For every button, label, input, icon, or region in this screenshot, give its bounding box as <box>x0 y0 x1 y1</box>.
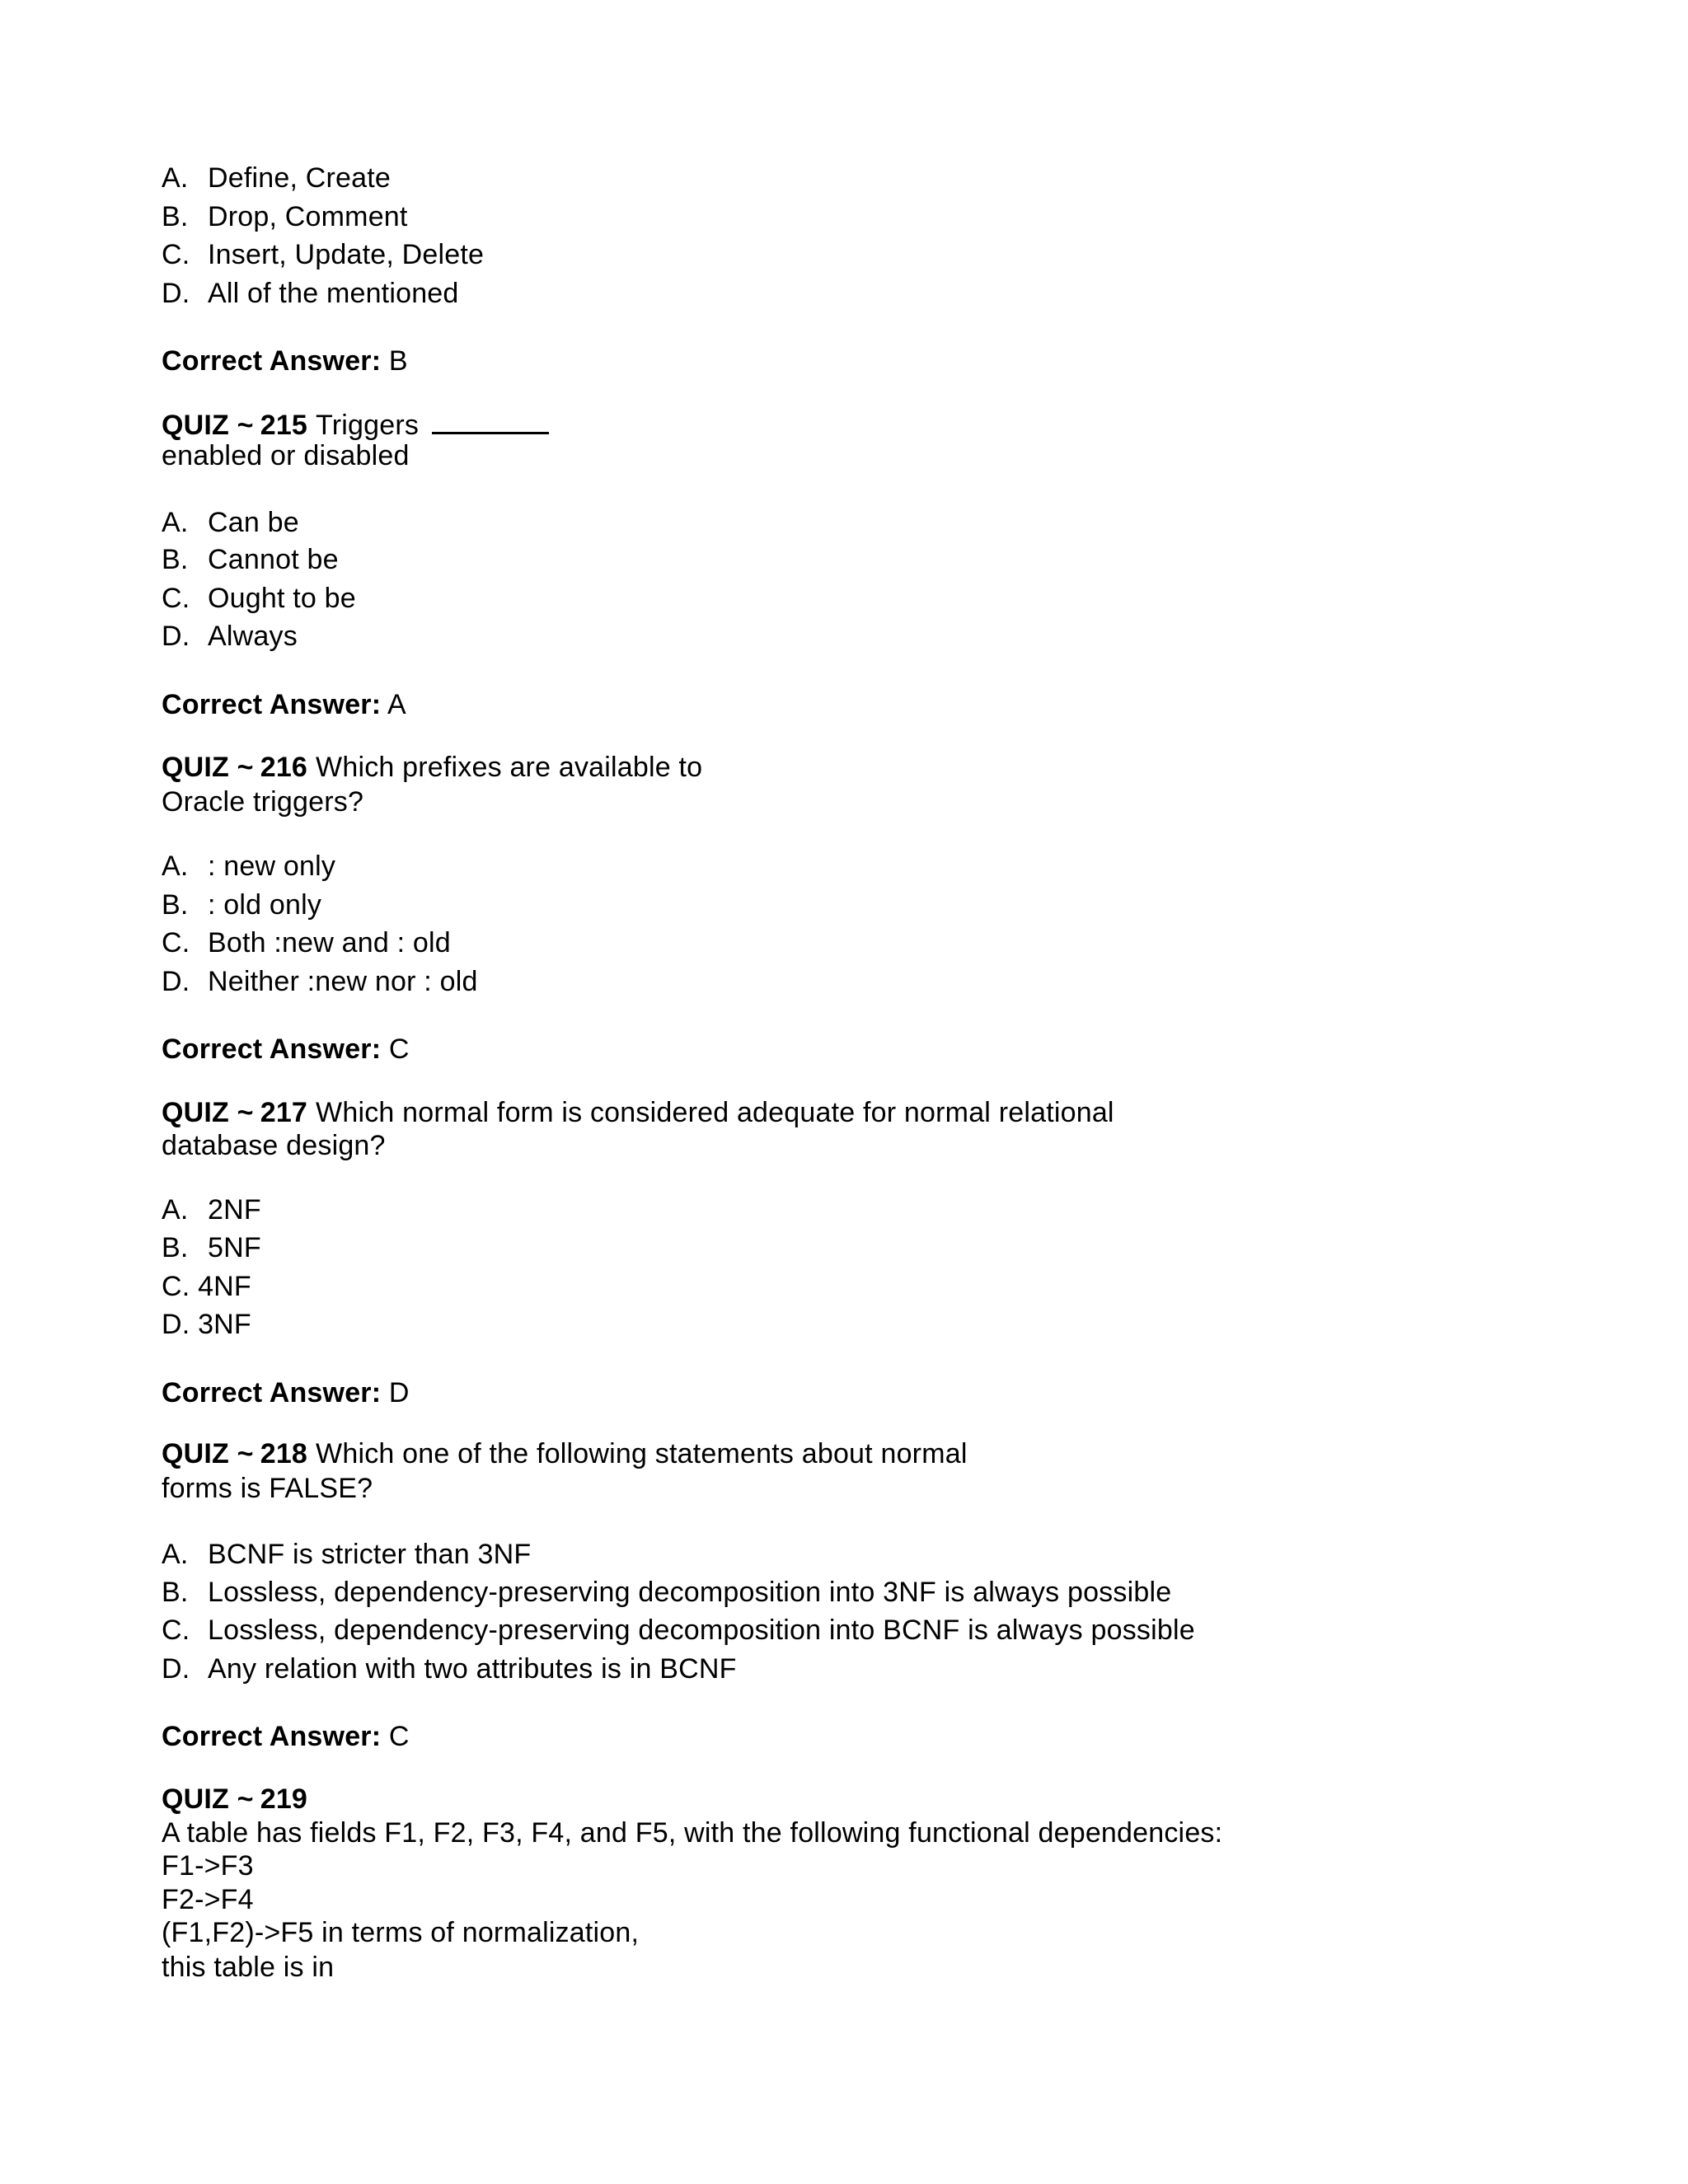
fill-in-blank <box>432 407 549 434</box>
answer-value: A <box>387 689 406 720</box>
option-text: BCNF is stricter than 3NF <box>208 1539 532 1570</box>
q216-heading <box>162 751 702 784</box>
answer-value: C <box>388 1721 410 1752</box>
q215-option-b <box>162 543 339 576</box>
document-page <box>162 0 1563 2184</box>
option-text: Lossless, dependency-preserving decomposition into BCNF is always possible <box>208 1615 1195 1646</box>
answer-value: B <box>388 345 408 377</box>
answer-label: Correct Answer: <box>162 1377 382 1408</box>
q217-correct-answer <box>162 1376 410 1409</box>
quiz-number: 216 <box>260 752 308 783</box>
q216-option-a <box>162 850 335 883</box>
option-letter: A. <box>162 507 189 538</box>
option-letter: C. <box>162 583 190 614</box>
option-text: Lossless, dependency-preserving decomposition into 3NF is always possible <box>208 1577 1172 1608</box>
option-text: 4NF <box>198 1271 251 1302</box>
option-letter: A. <box>162 1539 189 1570</box>
option-letter: D. <box>162 1309 190 1340</box>
option-letter: B. <box>162 1577 189 1608</box>
option-text: Neither :new nor : old <box>208 966 478 997</box>
q219-question-line: (F1,F2)->F5 in terms of normalization, <box>162 1917 640 1948</box>
q218-option-c <box>162 1614 1195 1647</box>
option-text: Cannot be <box>208 544 339 575</box>
answer-label: Correct Answer: <box>162 1721 382 1752</box>
question-text: Which prefixes are available to <box>316 752 703 783</box>
option-letter: B. <box>162 1232 189 1263</box>
option-text: 2NF <box>208 1194 261 1226</box>
q219-question-line: F2->F4 <box>162 1884 254 1915</box>
q219-question-line: A table has fields F1, F2, F3, F4, and F5, with the following functional dependencies: <box>162 1817 1223 1849</box>
quiz-prefix: QUIZ ~ <box>162 1783 254 1815</box>
q217-option-c <box>162 1270 251 1303</box>
q219-heading <box>162 1783 316 1816</box>
q216-option-b <box>162 888 321 921</box>
q215-question-line2: enabled or disabled <box>162 440 410 471</box>
q215-option-a <box>162 506 299 539</box>
option-letter: C. <box>162 1615 190 1646</box>
q216-question-line2: Oracle triggers? <box>162 786 364 818</box>
q217-question-line2: database design? <box>162 1130 386 1161</box>
q217-option-a <box>162 1193 261 1226</box>
q218-option-d <box>162 1652 737 1685</box>
q216-option-d <box>162 965 478 998</box>
option-text: Always <box>208 621 298 652</box>
answer-value: D <box>388 1377 410 1408</box>
q215-heading <box>162 407 549 442</box>
answer-label: Correct Answer: <box>162 1033 382 1065</box>
quiz-number: 218 <box>260 1438 308 1469</box>
option-text: Insert, Update, Delete <box>208 239 485 270</box>
question-text: Triggers <box>316 410 420 441</box>
q214-option-c <box>162 238 484 271</box>
option-letter: D. <box>162 966 190 997</box>
option-letter: C. <box>162 239 190 270</box>
quiz-prefix: QUIZ ~ <box>162 752 254 783</box>
q214-option-d <box>162 277 459 310</box>
q218-heading <box>162 1437 968 1470</box>
q217-heading <box>162 1096 1114 1129</box>
option-letter: D. <box>162 278 190 309</box>
option-text: 5NF <box>208 1232 261 1263</box>
option-letter: A. <box>162 851 189 882</box>
quiz-prefix: QUIZ ~ <box>162 410 254 441</box>
option-text: Can be <box>208 507 299 538</box>
option-letter: B. <box>162 889 189 921</box>
q215-option-c <box>162 582 356 615</box>
option-letter: C. <box>162 1271 190 1302</box>
quiz-number: 215 <box>260 410 308 441</box>
option-text: 3NF <box>198 1309 251 1340</box>
question-text: Which normal form is considered adequate for normal relational <box>316 1097 1114 1128</box>
option-letter: D. <box>162 1653 190 1685</box>
q218-correct-answer <box>162 1720 410 1753</box>
q216-option-c <box>162 926 451 959</box>
question-text: Which one of the following statements about normal <box>316 1438 968 1469</box>
answer-label: Correct Answer: <box>162 345 382 377</box>
answer-value: C <box>388 1033 410 1065</box>
option-text: Define, Create <box>208 162 392 194</box>
quiz-prefix: QUIZ ~ <box>162 1097 254 1128</box>
option-text: Both :new and : old <box>208 927 451 958</box>
option-letter: D. <box>162 621 190 652</box>
option-text: : old only <box>208 889 322 921</box>
q219-question-line: this table is in <box>162 1952 335 1983</box>
option-text: Ought to be <box>208 583 356 614</box>
q218-question-line2: forms is FALSE? <box>162 1473 373 1504</box>
q214-correct-answer <box>162 344 408 377</box>
q215-correct-answer <box>162 688 406 721</box>
q218-option-b <box>162 1576 1171 1609</box>
q214-option-b <box>162 200 408 233</box>
quiz-number: 217 <box>260 1097 308 1128</box>
q214-option-a <box>162 162 391 194</box>
quiz-number: 219 <box>260 1783 308 1815</box>
quiz-prefix: QUIZ ~ <box>162 1438 254 1469</box>
answer-label: Correct Answer: <box>162 689 382 720</box>
option-text: : new only <box>208 851 336 882</box>
q215-option-d <box>162 620 298 653</box>
option-letter: B. <box>162 544 189 575</box>
q217-option-d <box>162 1308 251 1341</box>
option-text: All of the mentioned <box>208 278 459 309</box>
option-letter: A. <box>162 1194 189 1226</box>
q219-question-line: F1->F3 <box>162 1850 254 1882</box>
q217-option-b <box>162 1231 261 1264</box>
q218-option-a <box>162 1538 531 1571</box>
option-letter: C. <box>162 927 190 958</box>
option-letter: B. <box>162 201 189 232</box>
option-letter: A. <box>162 162 189 194</box>
option-text: Any relation with two attributes is in BCNF <box>208 1653 737 1685</box>
q216-correct-answer <box>162 1033 410 1066</box>
option-text: Drop, Comment <box>208 201 408 232</box>
